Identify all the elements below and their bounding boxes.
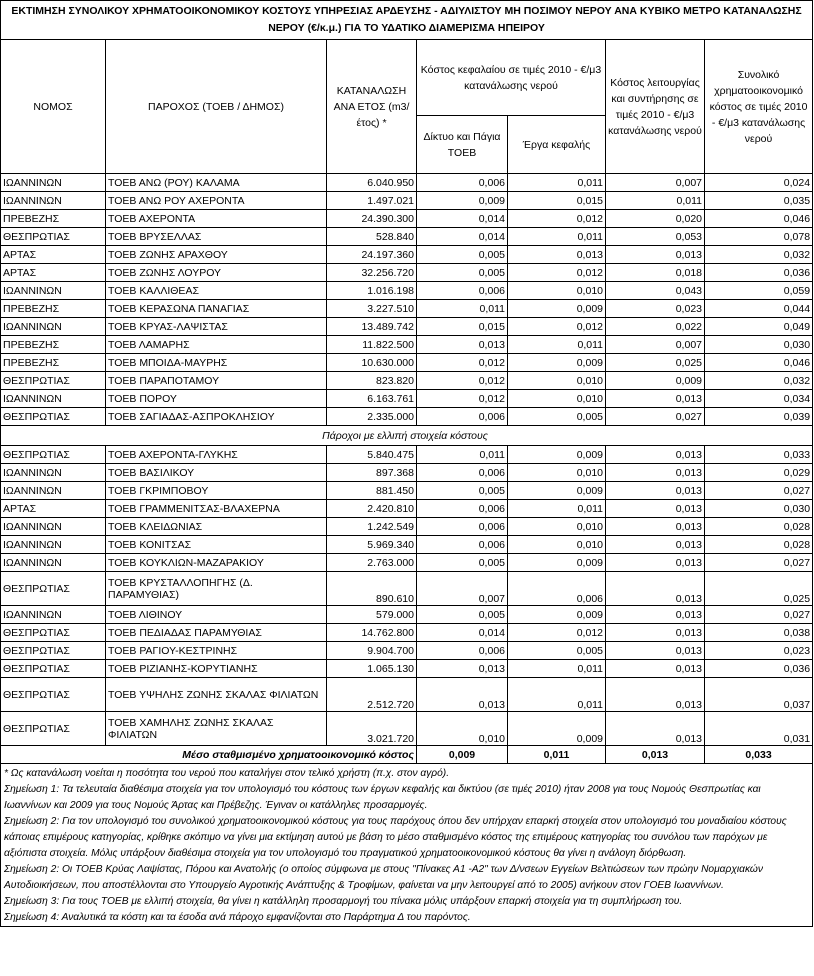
cell-leitourgia: 0,013 [606, 518, 705, 536]
cell-katanalosi: 3.227.510 [327, 300, 417, 318]
table-row [1, 264, 813, 282]
cell-leitourgia: 0,013 [606, 572, 705, 606]
cell-leitourgia: 0,023 [606, 300, 705, 318]
cell-diktyo: 0,013 [417, 678, 508, 712]
table-body-incomplete [1, 446, 813, 746]
cell-diktyo: 0,014 [417, 210, 508, 228]
cell-katanalosi: 2.335.000 [327, 408, 417, 426]
cell-erga: 0,012 [508, 264, 606, 282]
cell-leitourgia: 0,013 [606, 712, 705, 746]
cell-nomos: ΙΩΑΝΝΙΝΩΝ [1, 318, 106, 336]
table-row [1, 536, 813, 554]
table-row [1, 246, 813, 264]
cell-katanalosi: 823.820 [327, 372, 417, 390]
table-row [1, 408, 813, 426]
cell-diktyo: 0,006 [417, 500, 508, 518]
cell-katanalosi: 3.021.720 [327, 712, 417, 746]
cell-erga: 0,009 [508, 446, 606, 464]
cell-synoliko: 0,032 [705, 372, 813, 390]
table-row [1, 372, 813, 390]
cell-erga: 0,005 [508, 642, 606, 660]
cell-nomos: ΘΕΣΠΡΩΤΙΑΣ [1, 446, 106, 464]
cell-paroxos: ΤΟΕΒ ΡΑΓΙΟΥ-ΚΕΣΤΡΙΝΗΣ [106, 642, 327, 660]
cell-leitourgia: 0,013 [606, 678, 705, 712]
cell-diktyo: 0,005 [417, 264, 508, 282]
cell-paroxos: ΤΟΕΒ ΓΚΡΙΜΠΟΒΟΥ [106, 482, 327, 500]
cell-nomos: ΘΕΣΠΡΩΤΙΑΣ [1, 660, 106, 678]
total-synoliko: 0,033 [705, 746, 813, 764]
cell-synoliko: 0,078 [705, 228, 813, 246]
note-1: Σημείωση 1: Τα τελευταία διαθέσιμα στοιχεία για τον υπολογισμό του κόστους των έργων κεφαλής και δικτύου (σε τιμές 2010) ήταν 2008 για τους Νομούς Θεσπρωτίας και Ιωαννίνων και 2009 για τους Νομούς Άρτας και Πρέβεζης. Έγιναν οι κατάλληλες προσαρμογές. [4, 784, 761, 811]
cell-katanalosi: 2.420.810 [327, 500, 417, 518]
notes-section [1, 764, 813, 927]
cell-katanalosi: 1.016.198 [327, 282, 417, 300]
cell-nomos: ΘΕΣΠΡΩΤΙΑΣ [1, 228, 106, 246]
cell-diktyo: 0,010 [417, 712, 508, 746]
cell-katanalosi: 32.256.720 [327, 264, 417, 282]
cell-paroxos: ΤΟΕΒ ΥΨΗΛΗΣ ΖΩΝΗΣ ΣΚΑΛΑΣ ΦΙΛΙΑΤΩΝ [106, 678, 327, 712]
cell-erga: 0,012 [508, 210, 606, 228]
table-row [1, 642, 813, 660]
cell-erga: 0,010 [508, 518, 606, 536]
table-row [1, 624, 813, 642]
cell-leitourgia: 0,043 [606, 282, 705, 300]
cell-paroxos: ΤΟΕΒ ΒΡΥΣΕΛΛΑΣ [106, 228, 327, 246]
cell-erga: 0,015 [508, 192, 606, 210]
header-nomos: ΝΟΜΟΣ [1, 40, 106, 174]
cell-nomos: ΠΡΕΒΕΖΗΣ [1, 210, 106, 228]
cell-katanalosi: 14.762.800 [327, 624, 417, 642]
total-erga: 0,011 [508, 746, 606, 764]
cell-nomos: ΙΩΑΝΝΙΝΩΝ [1, 192, 106, 210]
cell-erga: 0,012 [508, 318, 606, 336]
cell-nomos: ΘΕΣΠΡΩΤΙΑΣ [1, 572, 106, 606]
cell-leitourgia: 0,018 [606, 264, 705, 282]
cell-katanalosi: 528.840 [327, 228, 417, 246]
cell-paroxos: ΤΟΕΒ ΑΝΩ (ΡΟΥ) ΚΑΛΑΜΑ [106, 174, 327, 192]
cell-paroxos: ΤΟΕΒ ΚΕΡΑΣΩΝΑ ΠΑΝΑΓΙΑΣ [106, 300, 327, 318]
cell-nomos: ΘΕΣΠΡΩΤΙΑΣ [1, 372, 106, 390]
table-row [1, 228, 813, 246]
cell-diktyo: 0,005 [417, 246, 508, 264]
cell-nomos: ΘΕΣΠΡΩΤΙΑΣ [1, 712, 106, 746]
cell-paroxos: ΤΟΕΒ ΖΩΝΗΣ ΛΟΥΡΟΥ [106, 264, 327, 282]
cell-diktyo: 0,012 [417, 390, 508, 408]
cell-paroxos: ΤΟΕΒ ΚΛΕΙΔΩΝΙΑΣ [106, 518, 327, 536]
cell-synoliko: 0,028 [705, 518, 813, 536]
table-title: ΕΚΤΙΜΗΣΗ ΣΥΝΟΛΙΚΟΥ ΧΡΗΜΑΤΟΟΙΚΟΝΟΜΙΚΟΥ ΚΟΣΤΟΥΣ ΥΠΗΡΕΣΙΑΣ ΑΡΔΕΥΣΗΣ - ΑΔΙΥΛΙΣΤΟΥ ΜΗ ΠΟΣΙΜΟΥ ΝΕΡΟΥ ΑΝΑ ΚΥΒΙΚΟ ΜΕΤΡΟ ΚΑΤΑΝΑΛΩΣΗΣ ΝΕΡΟΥ (€/κ.μ.) ΓΙΑ ΤΟ ΥΔΑΤΙΚΟ ΔΙΑΜΕΡΙΣΜΑ ΗΠΕΙΡΟΥ [1, 1, 813, 40]
cell-nomos: ΙΩΑΝΝΙΝΩΝ [1, 282, 106, 300]
cell-synoliko: 0,033 [705, 446, 813, 464]
cell-synoliko: 0,025 [705, 572, 813, 606]
cell-leitourgia: 0,013 [606, 482, 705, 500]
cell-nomos: ΙΩΑΝΝΙΝΩΝ [1, 174, 106, 192]
cell-synoliko: 0,031 [705, 712, 813, 746]
cell-katanalosi: 5.969.340 [327, 536, 417, 554]
total-leitourgia: 0,013 [606, 746, 705, 764]
cell-synoliko: 0,036 [705, 264, 813, 282]
cell-diktyo: 0,015 [417, 318, 508, 336]
cell-katanalosi: 10.630.000 [327, 354, 417, 372]
cell-katanalosi: 9.904.700 [327, 642, 417, 660]
cell-paroxos: ΤΟΕΒ ΚΟΥΚΛΙΩΝ-ΜΑΖΑΡΑΚΙΟΥ [106, 554, 327, 572]
cell-diktyo: 0,006 [417, 536, 508, 554]
cell-synoliko: 0,027 [705, 554, 813, 572]
cell-erga: 0,006 [508, 572, 606, 606]
cell-katanalosi: 1.065.130 [327, 660, 417, 678]
cell-leitourgia: 0,013 [606, 446, 705, 464]
cell-nomos: ΙΩΑΝΝΙΝΩΝ [1, 464, 106, 482]
cell-katanalosi: 2.512.720 [327, 678, 417, 712]
cell-paroxos: ΤΟΕΒ ΑΝΩ ΡΟΥ ΑΧΕΡΟΝΤΑ [106, 192, 327, 210]
table-row [1, 518, 813, 536]
cell-synoliko: 0,027 [705, 606, 813, 624]
header-diktyo: Δίκτυο και Πάγια ΤΟΕΒ [417, 116, 508, 174]
cell-nomos: ΑΡΤΑΣ [1, 264, 106, 282]
cell-nomos: ΙΩΑΝΝΙΝΩΝ [1, 482, 106, 500]
cell-leitourgia: 0,013 [606, 660, 705, 678]
cell-diktyo: 0,014 [417, 228, 508, 246]
cell-katanalosi: 5.840.475 [327, 446, 417, 464]
cell-synoliko: 0,044 [705, 300, 813, 318]
cell-paroxos: ΤΟΕΒ ΜΠΟΙΔΑ-ΜΑΥΡΗΣ [106, 354, 327, 372]
cell-diktyo: 0,009 [417, 192, 508, 210]
cell-erga: 0,011 [508, 500, 606, 518]
cell-paroxos: ΤΟΕΒ ΖΩΝΗΣ ΑΡΑΧΘΟΥ [106, 246, 327, 264]
cell-nomos: ΠΡΕΒΕΖΗΣ [1, 336, 106, 354]
cell-diktyo: 0,014 [417, 624, 508, 642]
cell-leitourgia: 0,011 [606, 192, 705, 210]
cell-paroxos: ΤΟΕΒ ΒΑΣΙΛΙΚΟΥ [106, 464, 327, 482]
cell-leitourgia: 0,013 [606, 390, 705, 408]
cell-erga: 0,005 [508, 408, 606, 426]
cell-synoliko: 0,029 [705, 464, 813, 482]
cell-leitourgia: 0,007 [606, 336, 705, 354]
cell-nomos: ΙΩΑΝΝΙΝΩΝ [1, 536, 106, 554]
cell-synoliko: 0,030 [705, 500, 813, 518]
cell-diktyo: 0,007 [417, 572, 508, 606]
cell-diktyo: 0,005 [417, 482, 508, 500]
cell-erga: 0,011 [508, 660, 606, 678]
table-row [1, 554, 813, 572]
cell-nomos: ΠΡΕΒΕΖΗΣ [1, 300, 106, 318]
cell-katanalosi: 24.197.360 [327, 246, 417, 264]
cell-paroxos: ΤΟΕΒ ΠΟΡΟΥ [106, 390, 327, 408]
cell-nomos: ΙΩΑΝΝΙΝΩΝ [1, 606, 106, 624]
cell-synoliko: 0,023 [705, 642, 813, 660]
cell-erga: 0,009 [508, 712, 606, 746]
cell-leitourgia: 0,009 [606, 372, 705, 390]
cell-diktyo: 0,006 [417, 464, 508, 482]
table-row [1, 572, 813, 606]
cell-nomos: ΑΡΤΑΣ [1, 500, 106, 518]
cell-diktyo: 0,013 [417, 660, 508, 678]
cell-synoliko: 0,038 [705, 624, 813, 642]
cell-erga: 0,010 [508, 464, 606, 482]
cell-diktyo: 0,012 [417, 354, 508, 372]
cell-synoliko: 0,059 [705, 282, 813, 300]
cell-erga: 0,009 [508, 554, 606, 572]
cell-katanalosi: 1.497.021 [327, 192, 417, 210]
header-paroxos: ΠΑΡΟΧΟΣ (ΤΟΕΒ / ΔΗΜΟΣ) [106, 40, 327, 174]
table-row [1, 390, 813, 408]
cell-erga: 0,011 [508, 228, 606, 246]
cell-synoliko: 0,024 [705, 174, 813, 192]
cell-katanalosi: 6.163.761 [327, 390, 417, 408]
cell-synoliko: 0,049 [705, 318, 813, 336]
cell-leitourgia: 0,025 [606, 354, 705, 372]
note-asterisk: * Ως κατανάλωση νοείται η ποσότητα του νερού που καταλήγει στον τελικό χρήστη (π.χ. στον αγρό). [4, 768, 450, 779]
header-kefalaio: Κόστος κεφαλαίου σε τιμές 2010 - €/μ3 κατανάλωσης νερού [417, 40, 606, 116]
cell-katanalosi: 6.040.950 [327, 174, 417, 192]
cell-leitourgia: 0,027 [606, 408, 705, 426]
cell-diktyo: 0,006 [417, 174, 508, 192]
cell-leitourgia: 0,013 [606, 536, 705, 554]
cell-erga: 0,010 [508, 390, 606, 408]
cell-erga: 0,010 [508, 372, 606, 390]
cell-nomos: ΠΡΕΒΕΖΗΣ [1, 354, 106, 372]
table-row [1, 210, 813, 228]
cell-synoliko: 0,046 [705, 210, 813, 228]
table-row [1, 300, 813, 318]
cell-diktyo: 0,012 [417, 372, 508, 390]
cell-leitourgia: 0,013 [606, 500, 705, 518]
cell-synoliko: 0,036 [705, 660, 813, 678]
cell-diktyo: 0,006 [417, 518, 508, 536]
total-label: Μέσο σταθμισμένο χρηματοοικονομικό κόστος [1, 746, 417, 764]
cell-katanalosi: 24.390.300 [327, 210, 417, 228]
cell-nomos: ΘΕΣΠΡΩΤΙΑΣ [1, 642, 106, 660]
total-diktyo: 0,009 [417, 746, 508, 764]
cell-leitourgia: 0,013 [606, 606, 705, 624]
note-3: Σημείωση 3: Για τους ΤΟΕΒ με ελλιπή στοιχεία, θα γίνει η κατάλληλη προσαρμογή του πίνακα μόλις υπάρξουν επαρκή στοιχεία για τη συμπλήρωση του. [4, 896, 683, 907]
table-row [1, 606, 813, 624]
cell-katanalosi: 897.368 [327, 464, 417, 482]
cell-paroxos: ΤΟΕΒ ΑΧΕΡΟΝΤΑ [106, 210, 327, 228]
cell-paroxos: ΤΟΕΒ ΚΑΛΛΙΘΕΑΣ [106, 282, 327, 300]
table-row [1, 282, 813, 300]
cell-leitourgia: 0,013 [606, 464, 705, 482]
cell-katanalosi: 2.763.000 [327, 554, 417, 572]
cell-leitourgia: 0,013 [606, 642, 705, 660]
cell-erga: 0,010 [508, 282, 606, 300]
subheading-incomplete: Πάροχοι με ελλιπή στοιχεία κόστους [106, 426, 705, 446]
table-row [1, 660, 813, 678]
cell-erga: 0,012 [508, 624, 606, 642]
cell-katanalosi: 1.242.549 [327, 518, 417, 536]
cell-paroxos: ΤΟΕΒ ΠΑΡΑΠΟΤΑΜΟΥ [106, 372, 327, 390]
cell-synoliko: 0,034 [705, 390, 813, 408]
cell-diktyo: 0,005 [417, 606, 508, 624]
cell-nomos: ΘΕΣΠΡΩΤΙΑΣ [1, 408, 106, 426]
table-row [1, 464, 813, 482]
cell-nomos: ΑΡΤΑΣ [1, 246, 106, 264]
cell-diktyo: 0,011 [417, 300, 508, 318]
note-2b: Σημείωση 2: Οι ΤΟΕΒ Κρύας Λαψίστας, Πόρου και Ανατολής (ο οποίος σύμφωνα με στους "Πίνακες Α1 -Α2" των Δ/νσεων Εγγείων Βελτιώσεων των πρώην Νομαρχιακών Αυτοδιοικήσεων, που αποστέλλονται στο Υπουργείο Αγροτικής Ανάπτυξης & Τροφίμων, φαίνεται να μην λειτουργεί από το 2005) ανήκουν στον ΓΟΕΒ Ιωαννίνων. [4, 864, 763, 891]
cell-katanalosi: 881.450 [327, 482, 417, 500]
cell-erga: 0,009 [508, 354, 606, 372]
cell-nomos: ΘΕΣΠΡΩΤΙΑΣ [1, 678, 106, 712]
cell-paroxos: ΤΟΕΒ ΚΡΥΑΣ-ΛΑΨΙΣΤΑΣ [106, 318, 327, 336]
cell-nomos: ΙΩΑΝΝΙΝΩΝ [1, 390, 106, 408]
cell-diktyo: 0,011 [417, 446, 508, 464]
cell-leitourgia: 0,013 [606, 624, 705, 642]
table-row [1, 446, 813, 464]
table-row [1, 678, 813, 712]
cell-katanalosi: 579.000 [327, 606, 417, 624]
table-row [1, 174, 813, 192]
cell-paroxos: ΤΟΕΒ ΧΑΜΗΛΗΣ ΖΩΝΗΣ ΣΚΑΛΑΣ ΦΙΛΙΑΤΩΝ [106, 712, 327, 746]
cell-leitourgia: 0,053 [606, 228, 705, 246]
cell-erga: 0,011 [508, 678, 606, 712]
cell-leitourgia: 0,007 [606, 174, 705, 192]
cell-synoliko: 0,030 [705, 336, 813, 354]
cell-nomos: ΙΩΑΝΝΙΝΩΝ [1, 554, 106, 572]
table-row [1, 482, 813, 500]
cell-synoliko: 0,028 [705, 536, 813, 554]
cell-paroxos: ΤΟΕΒ ΑΧΕΡΟΝΤΑ-ΓΛΥΚΗΣ [106, 446, 327, 464]
cell-erga: 0,009 [508, 300, 606, 318]
cell-leitourgia: 0,013 [606, 246, 705, 264]
cell-paroxos: ΤΟΕΒ ΛΑΜΑΡΗΣ [106, 336, 327, 354]
cell-paroxos: ΤΟΕΒ ΣΑΓΙΑΔΑΣ-ΑΣΠΡΟΚΛΗΣΙΟΥ [106, 408, 327, 426]
cell-paroxos: ΤΟΕΒ ΠΕΔΙΑΔΑΣ ΠΑΡΑΜΥΘΙΑΣ [106, 624, 327, 642]
cell-paroxos: ΤΟΕΒ ΛΙΘΙΝΟΥ [106, 606, 327, 624]
cell-nomos: ΘΕΣΠΡΩΤΙΑΣ [1, 624, 106, 642]
cell-synoliko: 0,037 [705, 678, 813, 712]
header-katanalosi: ΚΑΤΑΝΑΛΩΣΗ ΑΝΑ ΕΤΟΣ (m3/έτος) * [327, 40, 417, 174]
cell-synoliko: 0,035 [705, 192, 813, 210]
header-leitourgia: Κόστος λειτουργίας και συντήρησης σε τιμές 2010 - €/μ3 κατανάλωσης νερού [606, 40, 705, 174]
cell-paroxos: ΤΟΕΒ ΚΡΥΣΤΑΛΛΟΠΗΓΗΣ (Δ. ΠΑΡΑΜΥΘΙΑΣ) [106, 572, 327, 606]
cell-erga: 0,009 [508, 606, 606, 624]
cell-katanalosi: 11.822.500 [327, 336, 417, 354]
cell-leitourgia: 0,020 [606, 210, 705, 228]
cell-diktyo: 0,013 [417, 336, 508, 354]
cell-synoliko: 0,032 [705, 246, 813, 264]
cell-leitourgia: 0,022 [606, 318, 705, 336]
cell-diktyo: 0,005 [417, 554, 508, 572]
table-row [1, 354, 813, 372]
cell-synoliko: 0,039 [705, 408, 813, 426]
note-2: Σημείωση 2: Για τον υπολογισμό του συνολικού χρηματοοικονομικού κόστους για τους παρόχους όπου δεν υπήρχαν επαρκή στοιχεία στον υπολογισμό του μοναδιαίου κόστους κάποιας επιμέρους κατηγορίας, κρίθηκε σκόπιμο να γίνει μια εκτίμηση αυτού με βάση το μέσο σταθμισμένο κόστος της επιμέρους κατηγορίας του συνόλου των παρόχων με αξιόπιστα στοιχεία. Μόλις υπάρξουν διαθέσιμα στοιχεία για τον υπολογισμό του πραγματικού χρηματοοικονομικού κόστους θα γίνει η ανάλογη διόρθωση. [4, 816, 787, 859]
cell-erga: 0,009 [508, 482, 606, 500]
table-row [1, 500, 813, 518]
note-4: Σημείωση 4: Αναλυτικά τα κόστη και τα έσοδα ανά πάροχο εμφανίζονται στο Παράρτημα Δ του παρόντος. [4, 912, 471, 923]
cell-paroxos: ΤΟΕΒ ΓΡΑΜΜΕΝΙΤΣΑΣ-ΒΛΑΧΕΡΝΑ [106, 500, 327, 518]
cell-erga: 0,010 [508, 536, 606, 554]
header-erga: Έργα κεφαλής [508, 116, 606, 174]
table-body-main [1, 174, 813, 426]
cell-paroxos: ΤΟΕΒ ΡΙΖΙΑΝΗΣ-ΚΟΡΥΤΙΑΝΗΣ [106, 660, 327, 678]
cell-nomos: ΙΩΑΝΝΙΝΩΝ [1, 518, 106, 536]
cell-katanalosi: 890.610 [327, 572, 417, 606]
table-row [1, 192, 813, 210]
table-row [1, 712, 813, 746]
cell-diktyo: 0,006 [417, 408, 508, 426]
cell-leitourgia: 0,013 [606, 554, 705, 572]
table-row [1, 336, 813, 354]
cell-diktyo: 0,006 [417, 282, 508, 300]
cell-diktyo: 0,006 [417, 642, 508, 660]
cell-katanalosi: 13.489.742 [327, 318, 417, 336]
cell-synoliko: 0,046 [705, 354, 813, 372]
cell-synoliko: 0,027 [705, 482, 813, 500]
cell-paroxos: ΤΟΕΒ ΚΟΝΙΤΣΑΣ [106, 536, 327, 554]
table-row [1, 318, 813, 336]
header-synoliko: Συνολικό χρηματοοικονομικό κόστος σε τιμές 2010 - €/μ3 κατανάλωσης νερού [705, 40, 813, 174]
cell-erga: 0,011 [508, 336, 606, 354]
cell-erga: 0,011 [508, 174, 606, 192]
cell-erga: 0,013 [508, 246, 606, 264]
